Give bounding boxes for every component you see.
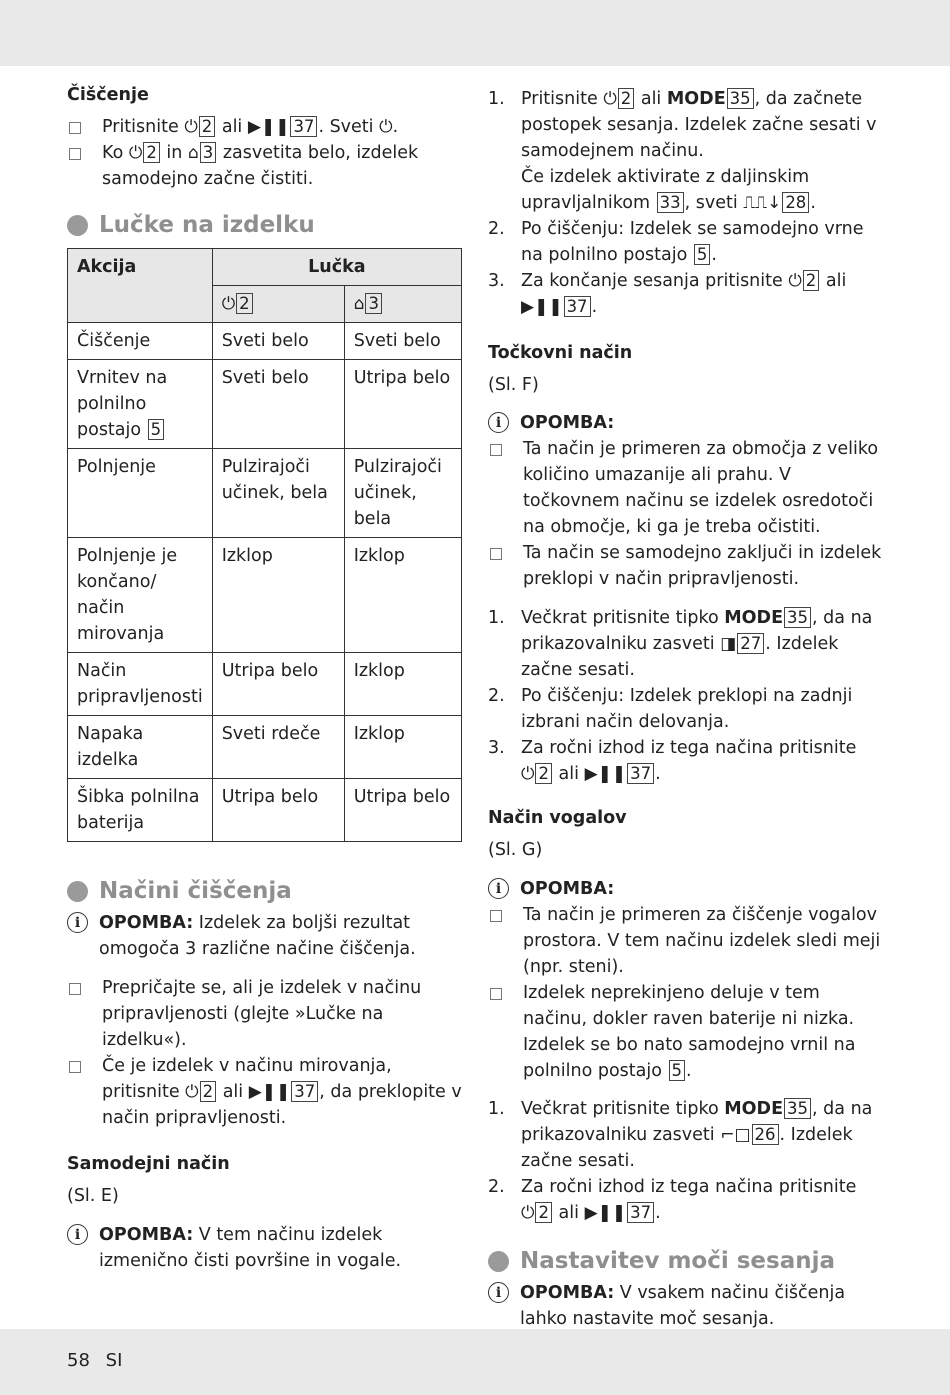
list-item: 1. Pritisnite ⏻ 2 ali MODE 35 , da začnete postopek sesanja. Izdelek začne sesati v samodejnem načinu. Če izdelek aktivirate z daljinskim upravljalnikom 33 , sveti ⎍⎍↓ 28 . xyxy=(488,89,877,213)
list-item: 2. Za ročni izhod iz tega načina pritisnite ⏻ 2 ali ▶❚❚ 37 . xyxy=(488,1177,857,1223)
play-pause-icon: ▶❚❚ xyxy=(521,297,563,317)
table-row: Napaka izdelka Sveti rdeče Izklop xyxy=(68,716,462,779)
list-item: Ta način je primeren za čiščenje vogalov prostora. V tem načinu izdelek sledi meji (npr. steni). xyxy=(488,902,888,980)
table-header: ⌂ 3 xyxy=(344,286,461,323)
lights-table xyxy=(67,248,462,842)
bullet-dot-icon xyxy=(67,881,88,902)
info-icon: i xyxy=(67,1224,88,1245)
list-item: 3. Za ročni izhod iz tega načina pritisnite ⏻ 2 ali ▶❚❚ 37 . xyxy=(488,738,857,784)
heading-samodejni: Samodejni način xyxy=(67,1154,230,1174)
heading-vogalov: Način vogalov xyxy=(488,808,627,828)
list-item: 2. Po čiščenju: Izdelek se samodejno vrne na polnilno postajo 5 . xyxy=(488,219,864,265)
power-icon: ⏻ xyxy=(603,89,617,109)
bullet-dot-icon xyxy=(67,215,88,236)
checkbox-bullet-icon xyxy=(490,548,502,560)
checkbox-bullet-icon xyxy=(490,444,502,456)
power-icon: ⏻ xyxy=(184,117,198,137)
table-header: Akcija xyxy=(68,249,213,323)
list-item: 2. Po čiščenju: Izdelek preklopi na zadnji izbrani način delovanja. xyxy=(488,686,853,732)
table-header: Lučka xyxy=(212,249,461,286)
info-icon: i xyxy=(488,412,509,433)
right-column xyxy=(488,86,888,1332)
checkbox-bullet-icon xyxy=(69,148,81,160)
table-row: Način pripravljenosti Utripa belo Izklop xyxy=(68,653,462,716)
checkbox-bullet-icon xyxy=(69,983,81,995)
list-item: Ko ⏻ 2 in ⌂ 3 zasvetita belo, izdelek samodejno začne čistiti. xyxy=(67,140,462,192)
power-icon: ⏻ xyxy=(185,1082,199,1102)
corner-mode-icon: ⌐□ xyxy=(720,1125,751,1145)
checkbox-bullet-icon xyxy=(69,1061,81,1073)
info-icon: i xyxy=(488,1282,509,1303)
section-heading: Lučke na izdelku xyxy=(67,210,462,240)
table-row: Vrnitev na polnilno postajo 5 Sveti belo Utripa belo xyxy=(68,360,462,449)
figure-ref: (Sl. E) xyxy=(67,1186,119,1206)
info-icon: i xyxy=(67,912,88,933)
info-icon: i xyxy=(488,878,509,899)
play-pause-icon: ▶❚❚ xyxy=(248,1082,291,1102)
bullet-dot-icon xyxy=(488,1251,509,1272)
table-row: Čiščenje Sveti belo Sveti belo xyxy=(68,323,462,360)
list-item: Izdelek neprekinjeno deluje v tem načinu, dokler raven baterije ni nizka. Izdelek se bo nato samodejno vrnil na polnilno postajo 5 . xyxy=(488,980,888,1084)
table-header: ⏻ 2 xyxy=(212,286,344,323)
header-bar xyxy=(0,0,950,66)
power-icon: ⏻ xyxy=(788,271,802,291)
list-item: Ta način se samodejno zaključi in izdelek preklopi v način pripravljenosti. xyxy=(488,540,888,592)
edge-path-icon: ⎍⎍↓ xyxy=(743,193,782,213)
note: i OPOMBA: V vsakem načinu čiščenja lahko nastavite moč sesanja. xyxy=(488,1280,888,1332)
list-item: Prepričajte se, ali je izdelek v načinu pripravljenosti (glejte »Lučke na izdelku«). xyxy=(67,975,462,1053)
page-number: 58 xyxy=(67,1350,90,1371)
power-icon: ⏻ xyxy=(379,117,393,137)
checkbox-bullet-icon xyxy=(490,910,502,922)
language-code: SI xyxy=(105,1350,123,1371)
section-heading: Nastavitev moči sesanja xyxy=(488,1246,888,1276)
note: i OPOMBA: V tem načinu izdelek izmenično čisti površine in vogale. xyxy=(67,1222,462,1274)
left-column xyxy=(67,82,462,1274)
checkbox-bullet-icon xyxy=(69,122,81,134)
table-row: Polnjenje Pulzirajoči učinek, bela Pulzirajoči učinek, bela xyxy=(68,449,462,538)
heading-tockovni: Točkovni način xyxy=(488,343,633,363)
power-icon: ⏻ xyxy=(128,143,143,163)
note: i OPOMBA: xyxy=(488,876,888,902)
power-icon: ⏻ xyxy=(221,294,236,314)
list-item: 1. Večkrat pritisnite tipko MODE 35 , da na prikazovalniku zasveti ⌐□ 26 . Izdelek začne sesati. xyxy=(488,1099,873,1171)
list-item: 3. Za končanje sesanja pritisnite ⏻ 2 ali ▶❚❚ 37 . xyxy=(488,271,847,317)
figure-ref: (Sl. F) xyxy=(488,375,539,395)
note: i OPOMBA: xyxy=(488,410,888,436)
table-row: Šibka polnilna baterija Utripa belo Utripa belo xyxy=(68,779,462,842)
figure-ref: (Sl. G) xyxy=(488,840,543,860)
note: i OPOMBA: Izdelek za boljši rezultat omogoča 3 različne načine čiščenja. xyxy=(67,910,462,962)
checkbox-bullet-icon xyxy=(490,988,502,1000)
spot-mode-icon: ◨ xyxy=(720,634,737,654)
page-footer xyxy=(67,1350,132,1371)
footer-bar xyxy=(0,1329,950,1395)
power-icon: ⏻ xyxy=(521,764,535,784)
play-pause-icon: ▶❚❚ xyxy=(584,764,627,784)
list-item: Ta način je primeren za območja z veliko količino umazanije ali prahu. V točkovnem načinu se izdelek osredotoči na območje, ki ga je treba očistiti. xyxy=(488,436,888,540)
section-heading: Načini čiščenja xyxy=(67,876,462,906)
play-pause-icon: ▶❚❚ xyxy=(247,117,290,137)
list-item: Pritisnite ⏻ 2 ali ▶❚❚ 37 . Sveti ⏻. xyxy=(67,114,462,140)
play-pause-icon: ▶❚❚ xyxy=(584,1203,627,1223)
home-icon: ⌂ xyxy=(187,143,199,163)
list-item: Če je izdelek v načinu mirovanja, pritisnite ⏻ 2 ali ▶❚❚ 37 , da preklopite v način pripravljenosti. xyxy=(67,1053,462,1131)
list-item: 1. Večkrat pritisnite tipko MODE 35 , da na prikazovalniku zasveti ◨ 27 . Izdelek začne sesati. xyxy=(488,608,873,680)
heading-ciscenje: Čiščenje xyxy=(67,85,149,105)
home-icon: ⌂ xyxy=(353,294,365,314)
power-icon: ⏻ xyxy=(521,1203,535,1223)
table-row: Polnjenje je končano/ način mirovanja Izklop Izklop xyxy=(68,538,462,653)
